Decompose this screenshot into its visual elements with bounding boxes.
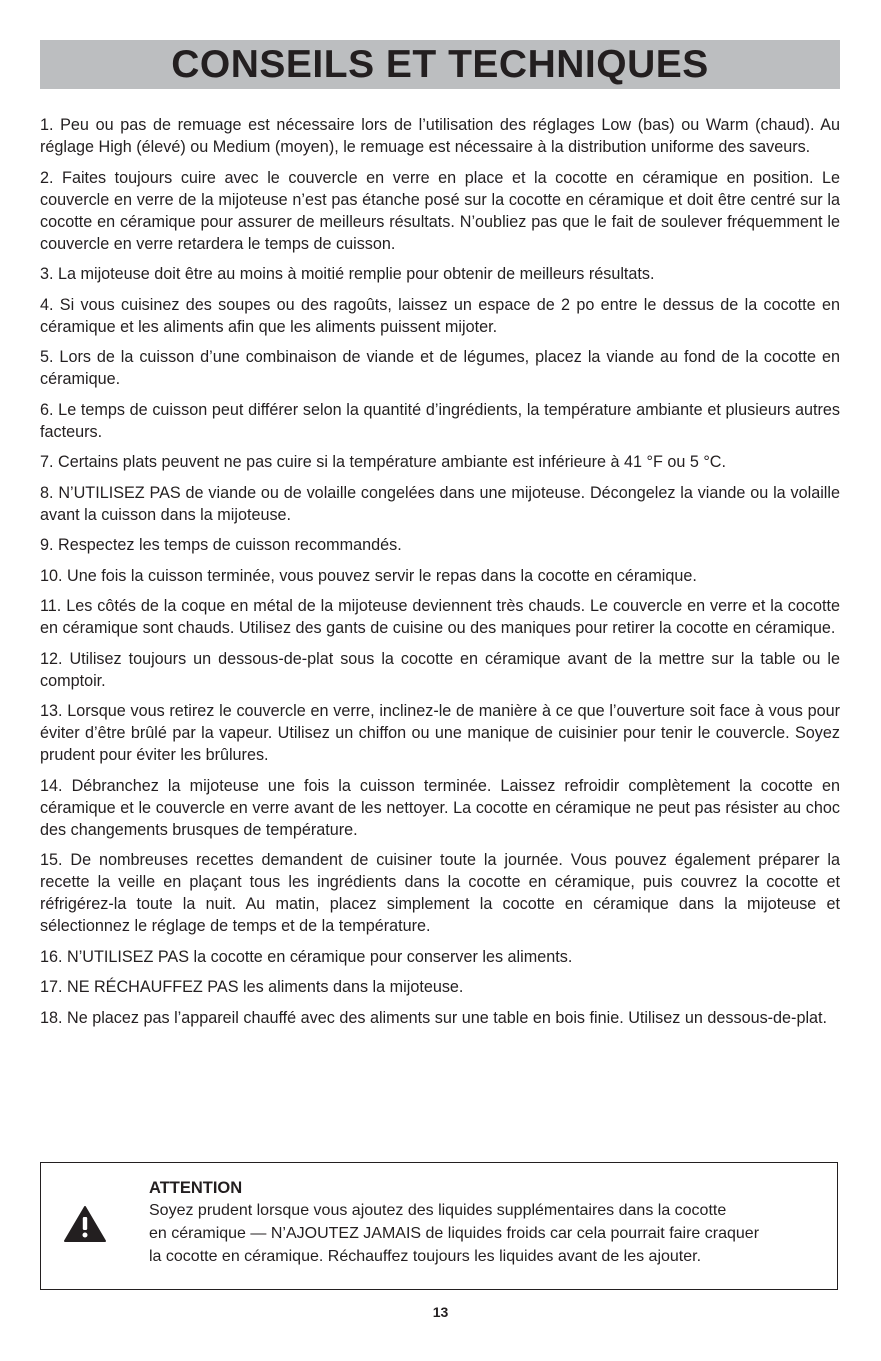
list-item: 18. Ne placez pas l’appareil chauffé avec des aliments sur une table en bois finie. Utilisez un dessous-de-plat. (40, 1008, 828, 1027)
list-item: 13. Lorsque vous retirez le couvercle en verre, inclinez-le de manière à ce que l’ouverture soit face à vous pour éviter d’être brûlé par la vapeur. Utilisez un chiffon ou une manique de cuisinier pour tenir le couvercle. Soyez prudent pour éviter les brûlures. (40, 702, 840, 764)
list-item: 14. Débranchez la mijoteuse une fois la cuisson terminée. Laissez refroidir complètement la cocotte en céramique et le couvercle en verre avant de les nettoyer. La cocotte en céramique ne peut pas résister au choc des changements brusques de température. (40, 776, 840, 839)
page-title: CONSEILS ET TECHNIQUES (171, 43, 709, 86)
list-item: 2. Faites toujours cuire avec le couvercle en verre en place et la cocotte en céramique en position. Le couvercle en verre de la mijoteuse n’est pas étanche posé sur la cocotte en céramique et doit être centré sur la cocotte en céramique pour assurer de meilleurs résultats. N’oubliez pas que le fait de soulever fréquemment le couvercle en verre retardera le temps de cuisson. (40, 168, 840, 253)
caution-text (149, 1177, 829, 1268)
list-item: 12. Utilisez toujours un dessous-de-plat sous la cocotte en céramique avant de la mettre sur la table ou le comptoir. (40, 649, 840, 690)
list-item: 11. Les côtés de la coque en métal de la mijoteuse deviennent très chauds. Le couvercle en verre et la cocotte en céramique sont chauds. Utilisez des gants de cuisine ou des maniques pour retirer la cocotte en céramique. (40, 597, 840, 637)
tips-list (40, 114, 840, 1037)
list-item: 3. La mijoteuse doit être au moins à moitié remplie pour obtenir de meilleurs résultats. (40, 265, 655, 283)
page-number: 13 (432, 1304, 449, 1320)
warning-triangle-icon (63, 1205, 107, 1243)
list-item: 17. NE RÉCHAUFFEZ PAS les aliments dans la mijoteuse. (40, 978, 464, 996)
list-item: 8. N’UTILISEZ PAS de viande ou de volaille congelées dans une mijoteuse. Décongelez la viande ou la volaille avant la cuisson dans la mijoteuse. (40, 483, 840, 524)
title-bar (40, 40, 840, 89)
list-item: 1. Peu ou pas de remuage est nécessaire lors de l’utilisation des réglages Low (bas) ou Warm (chaud). Au réglage High (élevé) ou Medium (moyen), le remuage est nécessaire à la distribution uniforme des saveurs. (40, 116, 840, 156)
list-item: 15. De nombreuses recettes demandent de cuisiner toute la journée. Vous pouvez également préparer la recette la veille en plaçant tous les ingrédients dans la cocotte en céramique, puis couvrez la cocotte et réfrigérez-la toute la nuit. Au matin, placez simplement la cocotte en céramique dans la mijoteuse et sélectionnez le réglage de temps et de la température. (40, 851, 840, 935)
caution-line: Soyez prudent lorsque vous ajoutez des liquides supplémentaires dans la cocotte (149, 1202, 727, 1219)
caution-heading: ATTENTION (149, 1179, 243, 1197)
caution-line: la cocotte en céramique. Réchauffez toujours les liquides avant de les ajouter. (149, 1248, 702, 1265)
list-item: 7. Certains plats peuvent ne pas cuire si la température ambiante est inférieure à 41 °F ou 5 °C. (40, 453, 726, 471)
list-item: 4. Si vous cuisinez des soupes ou des ragoûts, laissez un espace de 2 po entre le dessus de la cocotte en céramique et les aliments afin que les aliments puissent mijoter. (40, 295, 840, 336)
list-item: 6. Le temps de cuisson peut différer selon la quantité d’ingrédients, la température ambiante et plusieurs autres facteurs. (40, 400, 840, 441)
list-item: 16. N’UTILISEZ PAS la cocotte en céramique pour conserver les aliments. (40, 947, 573, 966)
caution-line: en céramique — N’AJOUTEZ JAMAIS de liquides froids car cela pourrait faire craquer (149, 1225, 760, 1242)
caution-box (40, 1162, 838, 1290)
list-item: 10. Une fois la cuisson terminée, vous pouvez servir le repas dans la cocotte en céramique. (40, 566, 697, 585)
list-item: 5. Lors de la cuisson d’une combinaison de viande et de légumes, placez la viande au fond de la cocotte en céramique. (40, 348, 840, 388)
list-item: 9. Respectez les temps de cuisson recommandés. (40, 536, 402, 554)
